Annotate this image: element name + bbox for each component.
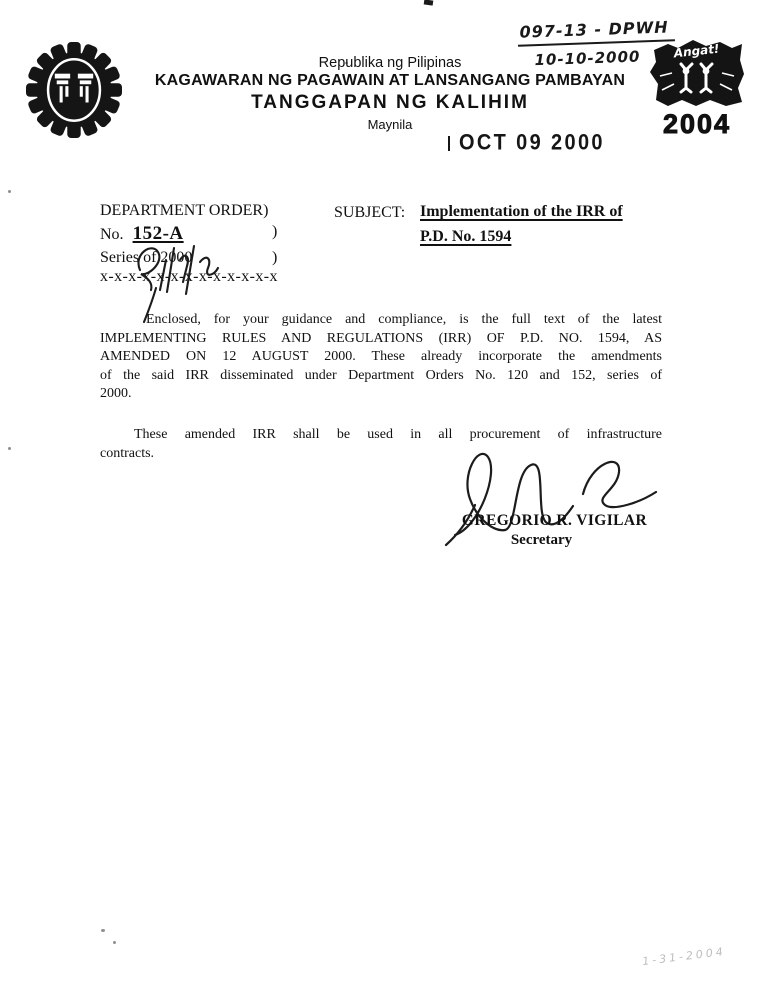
received-date-stamp	[448, 131, 613, 155]
angat-pinoy-graphic	[648, 40, 746, 108]
signatory-title: Secretary	[510, 532, 573, 548]
closing-paren: )	[272, 223, 278, 240]
letterhead-republic: Republika ng Pilipinas	[318, 55, 462, 71]
stamp-date: OCT 09 2000	[459, 130, 605, 155]
scan-speck	[113, 941, 116, 944]
body-line: 2000.	[100, 386, 132, 402]
scan-smudge	[424, 0, 434, 6]
body-line: of the said IRR disseminated under Department Orders No. 120 and 152, series of	[100, 367, 662, 383]
subject-block	[420, 203, 665, 246]
order-no-value: 152-A	[132, 223, 184, 244]
angat-pinoy-2004-logo	[646, 40, 748, 138]
body-paragraph-1	[100, 311, 662, 404]
routing-date: 10-10-2000	[534, 47, 641, 70]
body-line: AMENDED ON 12 AUGUST 2000. These already incorporate the amendments	[100, 349, 662, 365]
order-series: Series of 2000	[100, 249, 193, 266]
subject-label: SUBJECT:	[334, 204, 406, 221]
scan-speck	[8, 447, 11, 450]
order-number-row	[100, 223, 300, 245]
body-paragraph-2	[100, 426, 662, 463]
angat-pinoy-year: 2004	[662, 109, 732, 139]
order-number-block	[100, 202, 300, 286]
letterhead-department: KAGAWARAN NG PAGAWAIN AT LANSANGANG PAMBAYAN	[154, 72, 626, 89]
stamp-tick-mark	[448, 136, 450, 151]
scan-speck	[8, 190, 11, 193]
closing-paren: )	[272, 249, 278, 266]
faint-pencil-note: 1-31-2004	[641, 944, 727, 969]
letterhead-office: TANGGAPAN NG KALIHIM	[251, 92, 529, 113]
svg-text:Angat!: Angat!	[673, 41, 721, 61]
scan-speck	[101, 929, 105, 932]
subject-line-2: P.D. No. 1594	[420, 228, 512, 245]
signatory-name: GREGORIO R. VIGILAR	[461, 512, 648, 529]
letter-body	[100, 311, 662, 463]
routing-code: 097-13 - DPWH	[517, 17, 675, 46]
body-line: Enclosed, for your guidance and compliance, is the full text of the latest	[146, 312, 662, 327]
order-series-row	[100, 249, 300, 267]
order-x-separator: x-x-x-x-x-x-x-x-x-x-x-x-x	[100, 268, 278, 285]
order-title: DEPARTMENT ORDER)	[100, 202, 269, 219]
body-line: These amended IRR shall be used in all procurement of infrastructure	[134, 426, 662, 442]
body-line: contracts.	[100, 445, 155, 461]
subject-line-1: Implementation of the IRR of	[420, 203, 623, 220]
order-no-label: No.	[100, 226, 124, 243]
letterhead-city: Maynila	[367, 117, 413, 132]
signatory-block	[432, 512, 677, 549]
body-line: IMPLEMENTING RULES AND REGULATIONS (IRR) OF P.D. NO. 1594, AS	[100, 330, 662, 346]
